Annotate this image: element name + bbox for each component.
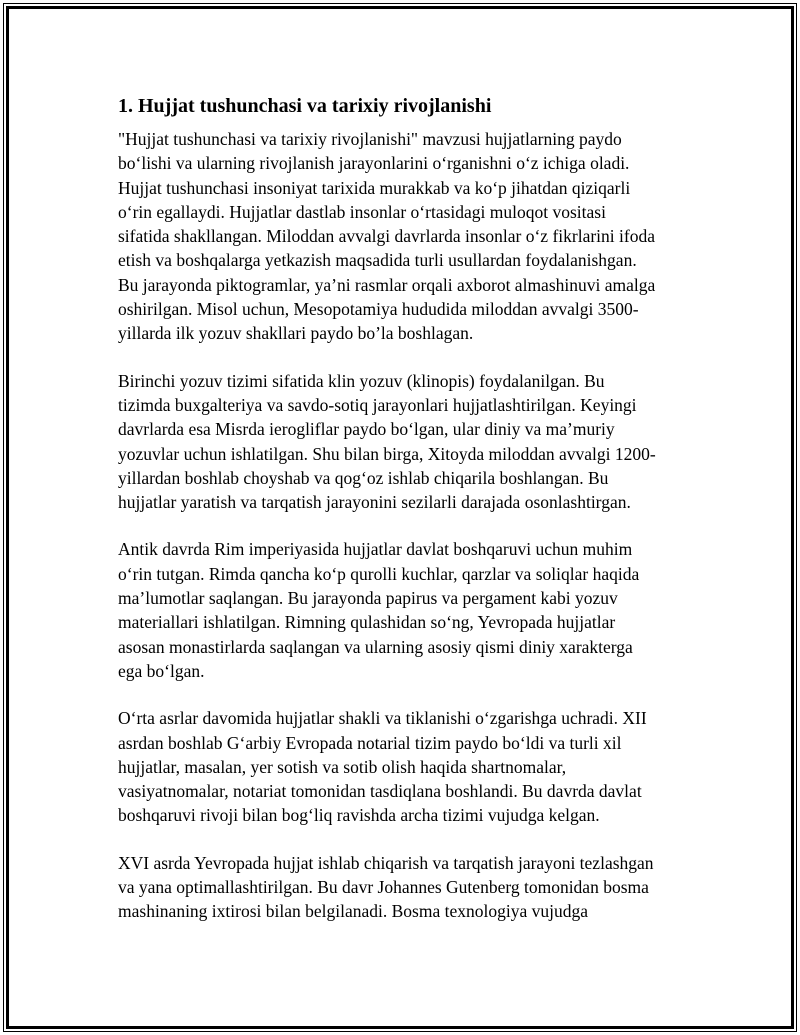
text-line: bo‘lishi va ularning rivojlanish jarayonlarini o‘rganishni o‘z ichiga oladi. (118, 153, 630, 174)
text-line: "Hujjat tushunchasi va tarixiy rivojlanishi" mavzusi hujjatlarning paydo (118, 129, 622, 149)
text-line: boshqaruvi rivoji bilan bog‘liq ravishda archa tizimi vujudga kelgan. (118, 805, 600, 826)
paragraph (118, 127, 698, 346)
text-line: Birinchi yozuv tizimi sifatida klin yozuv (klinopis) foydalanilgan. Bu (118, 370, 605, 391)
text-line: Hujjat tushunchasi insoniyat tarixida murakkab va ko‘p jihatdan qiziqarli (118, 177, 631, 198)
paragraph (118, 851, 698, 924)
text-line: mashinaning ixtirosi bilan belgilanadi. Bosma texnologiya vujudga (118, 901, 588, 922)
text-line: sifatida shakllangan. Miloddan avvalgi davrlarda insonlar o‘z fikrlarini ifoda (118, 226, 655, 247)
text-line: tizimda buxgalteriya va savdo-sotiq jarayonlari hujjatlashtirilgan. Keyingi (118, 394, 637, 415)
text-line: XVI asrda Yevropada hujjat ishlab chiqarish va tarqatish jarayoni tezlashgan (118, 852, 654, 873)
paragraph (118, 369, 698, 515)
document-body (118, 92, 698, 947)
text-line: yillardan boshlab choyshab va qog‘oz ishlab chiqarila boshlangan. Bu (118, 467, 609, 488)
text-line: yillarda ilk yozuv shakllari paydo bo’la boshlagan. (118, 323, 474, 344)
text-line: asrdan boshlab G‘arbiy Evropada notarial tizim paydo bo‘ldi va turli xil (118, 732, 622, 753)
text-line: ega bo‘lgan. (118, 660, 205, 681)
paragraph (118, 537, 698, 683)
text-line: ma’lumotlar saqlangan. Bu jarayonda papirus va pergament kabi yozuv (118, 588, 618, 609)
text-line: materiallari ishlatilgan. Rimning qulashidan so‘ng, Yevropada hujjatlar (118, 612, 616, 633)
text-line: vasiyatnomalar, notariat tomonidan tasdiqlana boshlandi. Bu davrda davlat (118, 781, 642, 802)
text-line: hujjatlar, masalan, yer sotish va sotib olish haqida shartnomalar, (118, 756, 567, 777)
paragraph-list (118, 127, 698, 924)
text-line: hujjatlar yaratish va tarqatish jarayonini sezilarli darajada osonlashtirgan. (118, 492, 631, 513)
text-line: davrlarda esa Misrda ierogliflar paydo bo‘lgan, ular diniy va ma’muriy (118, 419, 615, 440)
text-line: O‘rta asrlar davomida hujjatlar shakli va tiklanishi o‘zgarishga uchradi. XII (118, 708, 647, 729)
text-line: etish va boshqalarga yetkazish maqsadida turli usullardan foydalanishgan. (118, 250, 637, 271)
section-heading: 1. Hujjat tushunchasi va tarixiy rivojlanishi (118, 95, 492, 117)
text-line: asosan monastirlarda saqlangan va ularning asosiy qismi diniy xarakterga (118, 636, 633, 657)
text-line: va yana optimallashtirilgan. Bu davr Johannes Gutenberg tomonidan bosma (118, 877, 649, 898)
text-line: yozuvlar uchun ishlatilgan. Shu bilan birga, Xitoyda miloddan avvalgi 1200- (118, 443, 656, 464)
text-line: o‘rin tutgan. Rimda qancha ko‘p qurolli kuchlar, qarzlar va soliqlar haqida (118, 563, 640, 584)
paragraph (118, 706, 698, 827)
text-line: Antik davrda Rim imperiyasida hujjatlar davlat boshqaruvi uchun muhim (118, 539, 633, 560)
text-line: o‘rin egallaydi. Hujjatlar dastlab insonlar o‘rtasidagi muloqot vositasi (118, 201, 606, 222)
text-line: Bu jarayonda piktogramlar, ya’ni rasmlar orqali axborot almashinuvi amalga (118, 274, 656, 295)
text-line: oshirilgan. Misol uchun, Mesopotamiya hududida miloddan avvalgi 3500- (118, 299, 639, 320)
